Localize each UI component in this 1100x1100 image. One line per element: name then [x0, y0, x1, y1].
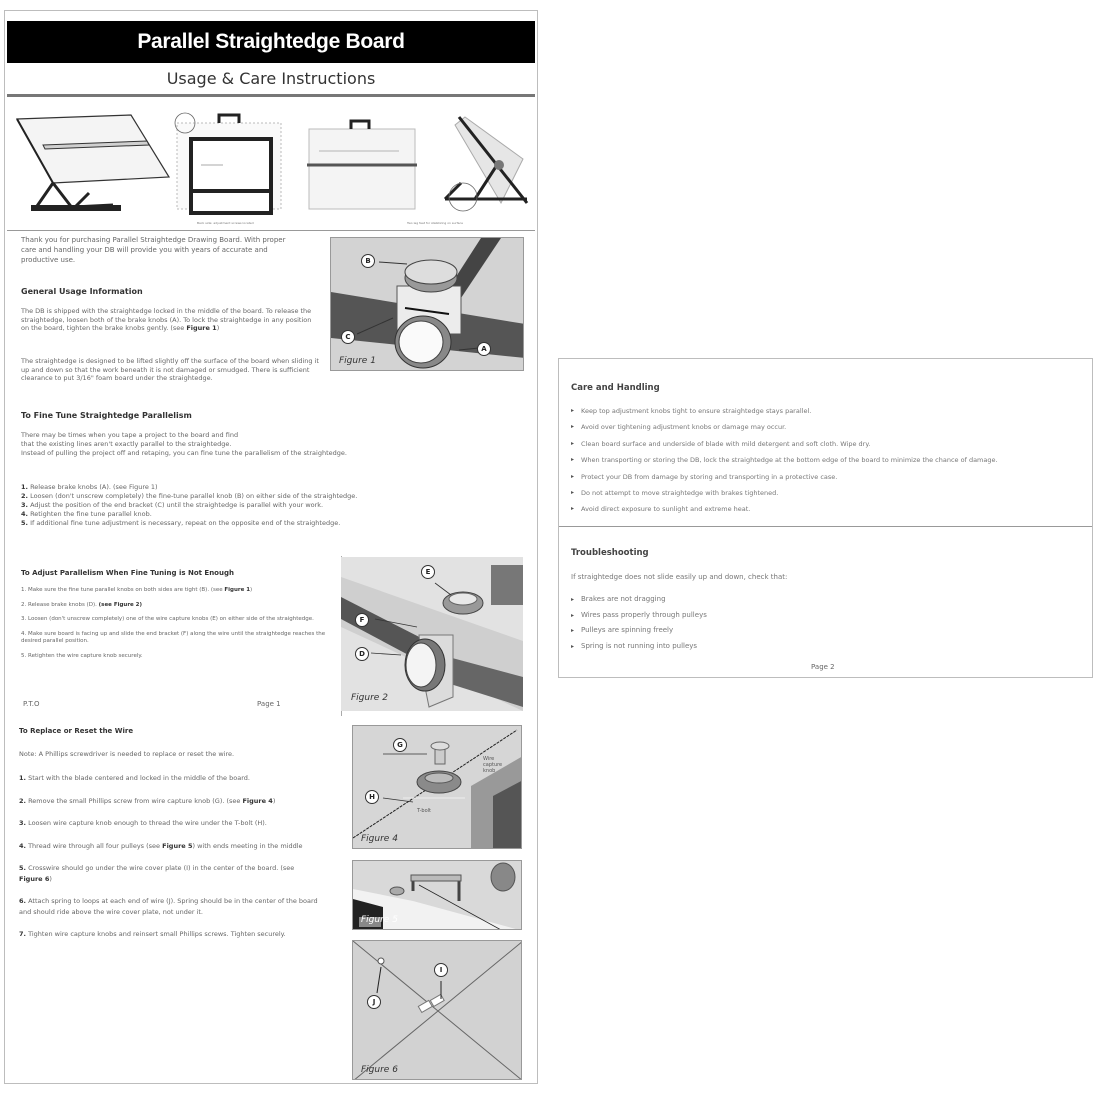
troubleshooting-list [571, 592, 971, 654]
adjust-step: 4. Make sure board is facing up and slide the end bracket (F) along the wire until the straightedge reaches the desired parallel position. [21, 630, 326, 644]
callout-b: B [361, 254, 375, 268]
document-subtitle: Usage & Care Instructions [7, 63, 535, 97]
figure-2-image [341, 557, 523, 711]
adjust-step: 1. Make sure the fine tune parallel knobs on both sides are tight (B). (see Figure 1) [21, 587, 253, 593]
fine-tune-heading: To Fine Tune Straightedge Parallelism [21, 411, 192, 420]
replace-wire-heading: To Replace or Reset the Wire [19, 727, 134, 735]
board-straightedge-illustration [305, 105, 420, 215]
troubleshooting-heading: Troubleshooting [571, 548, 649, 558]
callout-c: C [341, 330, 355, 344]
troubleshooting-item: ▸ Brakes are not dragging [571, 592, 971, 608]
board-side-view-illustration [435, 103, 535, 221]
figure-5-image [352, 860, 522, 930]
page-1-label: Page 1 [257, 700, 281, 708]
fine-tune-step: 4. Retighten the fine tune parallel knob. [21, 510, 152, 518]
replace-step: 3. Loosen wire capture knob enough to thread the wire under the T-bolt (H). [19, 819, 267, 827]
intro-paragraph: Thank you for purchasing Parallel Straightedge Drawing Board. With proper care and handling your DB will provide you with years of accurate and productive use. [21, 236, 286, 264]
troubleshooting-item: ▸ Spring is not running into pulleys [571, 639, 971, 655]
replace-wire-note: Note: A Phillips screwdriver is needed to replace or reset the wire. [19, 750, 235, 758]
replace-step: 4. Thread wire through all four pulleys (see Figure 5) with ends meeting in the middle [19, 841, 303, 850]
care-item: ▸ Avoid direct exposure to sunlight and extreme heat. [571, 501, 1081, 517]
figure-1-image [330, 237, 524, 371]
care-item: ▸ Do not attempt to move straightedge with brakes tightened. [571, 485, 1081, 501]
troubleshooting-intro: If straightedge does not slide easily up and down, check that: [571, 573, 788, 581]
side-view-caption: Two leg feet for stabilizing on surface [407, 221, 463, 225]
callout-a: A [477, 342, 491, 356]
board-front-view-illustration [167, 103, 287, 223]
fine-tune-step: 2. Loosen (don't unscrew completely) the fine-tune parallel knob (B) on either side of the straightedge. [21, 492, 358, 500]
section-divider [559, 526, 1092, 527]
replace-step: 7. Tighten wire capture knobs and reinsert small Phillips screws. Tighten securely. [19, 930, 286, 938]
callout-e: E [421, 565, 435, 579]
figure-6-label: Figure 6 [361, 1065, 398, 1075]
callout-d: D [355, 647, 369, 661]
front-view-caption: Back side: adjustment screws located [197, 221, 254, 225]
callout-i: I [434, 963, 448, 977]
fine-tune-steps [21, 483, 521, 528]
document-title: Parallel Straightedge Board [7, 21, 535, 63]
general-usage-paragraph-1: The DB is shipped with the straightedge locked in the middle of the board. To release the straightedge, loosen both of the brake knobs (A). To lock the straightedge in any position on the board, tighten the brake knobs gently. (see Figure 1) [21, 307, 312, 332]
replace-step: 6. Attach spring to loops at each end of wire (J). Spring should be in the center of the board and should ride above the wire cover plate, not under it. [19, 897, 318, 916]
care-item: ▸ Keep top adjustment knobs tight to ensure straightedge stays parallel. [571, 403, 1081, 419]
care-item: ▸ Clean board surface and underside of blade with mild detergent and soft cloth. Wipe dry. [571, 436, 1081, 452]
adjust-parallelism-heading: To Adjust Parallelism When Fine Tuning is Not Enough [21, 569, 234, 577]
general-usage-paragraph-2: The straightedge is designed to be lifted slightly off the surface of the board when sliding it up and down so that the work beneath it is not damaged or smudged. There is sufficient clearance to put 3/16" foam board under the straightedge. [21, 357, 319, 382]
board-on-stand-illustration [13, 105, 173, 220]
wire-capture-knob-annotation: Wire capture knob [483, 756, 503, 774]
care-item: ▸ Avoid over tightening adjustment knobs or damage may occur. [571, 419, 1081, 435]
page-2-label: Page 2 [811, 663, 835, 671]
figure-2-label: Figure 2 [351, 693, 388, 703]
callout-h: H [365, 790, 379, 804]
adjust-step: 5. Retighten the wire capture knob securely. [21, 652, 143, 659]
fine-tune-step: 3. Adjust the position of the end bracket (C) until the straightedge is parallel with your work. [21, 501, 324, 509]
replace-step: 5. Crosswire should go under the wire cover plate (I) in the center of the board. (see Figure 6) [19, 864, 295, 883]
care-item: ▸ When transporting or storing the DB, lock the straightedge at the bottom edge of the board to minimize the chance of damage. [571, 452, 1081, 468]
troubleshooting-item: ▸ Wires pass properly through pulleys [571, 608, 971, 624]
callout-g: G [393, 738, 407, 752]
care-handling-list [571, 403, 1081, 518]
care-item: ▸ Protect your DB from damage by storing and transporting in a protective case. [571, 469, 1081, 485]
fine-tune-step: 1. Release brake knobs (A). (see Figure 1) [21, 483, 158, 491]
general-usage-heading: General Usage Information [21, 287, 143, 296]
pto-label: P.T.O [23, 700, 40, 708]
adjust-steps [21, 587, 337, 660]
replace-step: 1. Start with the blade centered and locked in the middle of the board. [19, 774, 250, 782]
instruction-page-2 [558, 358, 1093, 678]
fine-tune-intro: There may be times when you tape a project to the board and find that the existing lines aren't exactly parallel to the straightedge. Instead of pulling the project off and retaping, you can fine tune the parallelism of the straightedge. [21, 431, 347, 457]
t-bolt-annotation: T-bolt [417, 808, 431, 814]
troubleshooting-item: ▸ Pulleys are spinning freely [571, 623, 971, 639]
adjust-step: 3. Loosen (don't unscrew completely) one of the wire capture knobs (E) on either side of the straightedge. [21, 616, 314, 622]
callout-f: F [355, 613, 369, 627]
replace-wire-steps [19, 773, 319, 940]
replace-step: 2. Remove the small Phillips screw from wire capture knob (G). (see Figure 4) [19, 796, 276, 805]
figure-5-label: Figure 5 [361, 915, 398, 925]
fine-tune-step: 5. If additional fine tune adjustment is necessary, repeat on the opposite end of the straightedge. [21, 519, 341, 527]
instruction-page-1 [4, 10, 538, 1084]
adjust-step: 2. Release brake knobs (D). (see Figure 2) [21, 601, 143, 608]
figure-1-label: Figure 1 [339, 356, 376, 366]
figure-4-image [352, 725, 522, 849]
care-handling-heading: Care and Handling [571, 383, 660, 393]
callout-j: J [367, 995, 381, 1009]
figure-4-label: Figure 4 [361, 834, 398, 844]
figure-6-image [352, 940, 522, 1080]
illustration-strip [7, 97, 535, 231]
